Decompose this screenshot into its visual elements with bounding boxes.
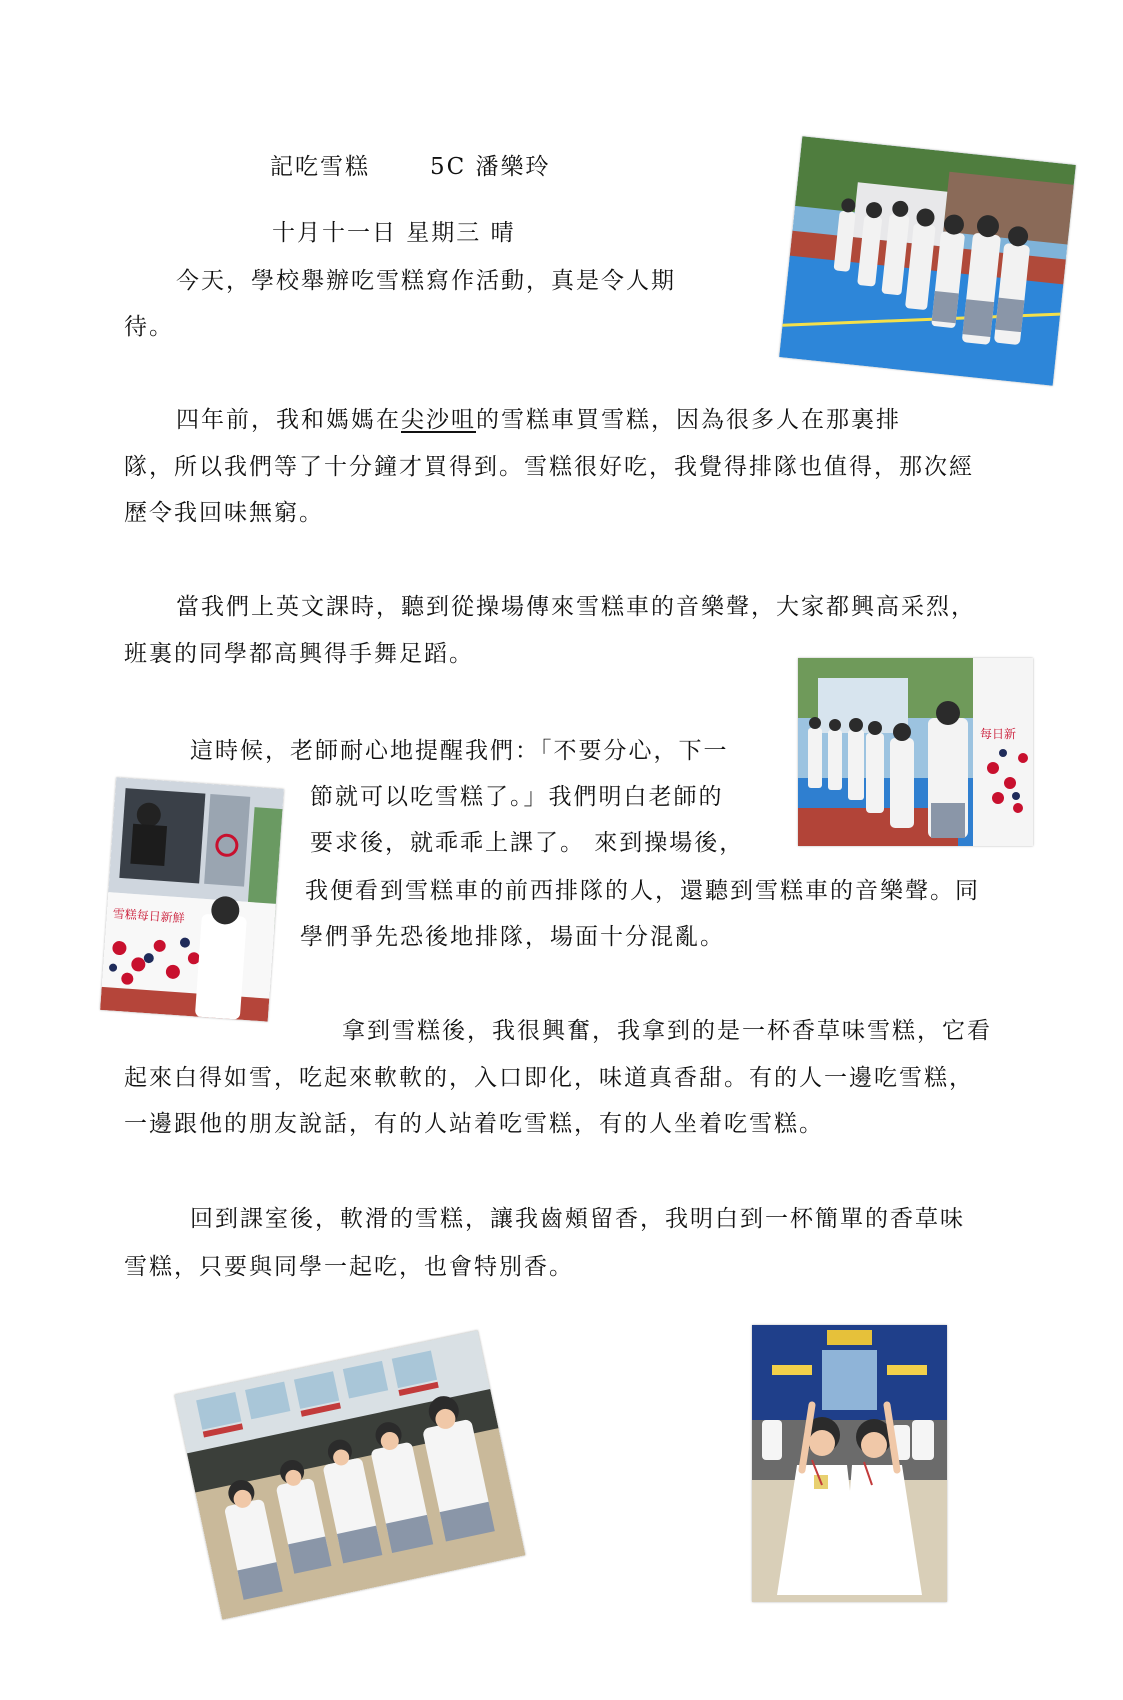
essay-title: 記吃雪糕	[270, 154, 370, 180]
photo-ice-cream-truck-child	[100, 777, 284, 1021]
p4-line4: 我便看到雪糕車的前西排隊的人，還聽到雪糕車的音樂聲。同	[305, 878, 980, 904]
truck-side-text: 每日新	[980, 727, 1017, 741]
p6-line1: 回到課室後，軟滑的雪糕，讓我齒頰留香，我明白到一杯簡單的香草味	[190, 1206, 965, 1232]
p4-line3: 要求後，就乖乖上課了。 來到操場後，	[310, 830, 745, 856]
p5-line3: 一邊跟他的朋友說話，有的人站着吃雪糕，有的人坐着吃雪糕。	[124, 1111, 824, 1137]
p5-line1: 拿到雪糕後，我很興奮，我拿到的是一杯香草味雪糕，它看	[342, 1018, 992, 1044]
p2-line2: 隊，所以我們等了十分鐘才買得到。雪糕很好吃，我覺得排隊也值得，那次經	[124, 454, 974, 480]
p2-line1-post: 的雪糕車買雪糕，因為很多人在那裏排	[476, 407, 901, 433]
dateline: 十月十一日 星期三 晴	[272, 220, 516, 246]
p1-line2: 待。	[124, 314, 174, 340]
p4-line2: 節就可以吃雪糕了。」我們明白老師的	[310, 784, 724, 810]
photo-girls-with-ice-cream	[798, 658, 1033, 846]
p5-line2: 起來白得如雪，吃起來軟軟的，入口即化，味道真香甜。有的人一邊吃雪糕，	[124, 1065, 974, 1091]
p1-line1: 今天，學校舉辦吃雪糕寫作活動，真是令人期	[176, 268, 676, 294]
p4-line1: 這時候，老師耐心地提醒我們：「不要分心，下一	[190, 738, 729, 764]
photo-boys-eating-indoors	[174, 1330, 525, 1619]
p4-line5: 學們爭先恐後地排隊，場面十分混亂。	[300, 924, 725, 950]
p2-line1	[176, 409, 901, 432]
photo-students-queuing-court	[779, 136, 1076, 386]
p2-line1-pre: 四年前，我和媽媽在	[176, 407, 401, 433]
truck-side-text-2: 雪糕每日新鮮	[112, 906, 186, 926]
author-class: 5C 潘樂玲	[430, 154, 551, 180]
photo-two-girls-posing	[752, 1325, 947, 1602]
p3-line2: 班裏的同學都高興得手舞足蹈。	[124, 641, 474, 667]
place-name-underlined: 尖沙咀	[401, 407, 476, 433]
p2-line3: 歷令我回味無窮。	[124, 500, 324, 526]
p3-line1: 當我們上英文課時，聽到從操場傳來雪糕車的音樂聲，大家都興高采烈，	[176, 594, 976, 620]
p6-line2: 雪糕，只要與同學一起吃，也會特別香。	[124, 1254, 574, 1280]
